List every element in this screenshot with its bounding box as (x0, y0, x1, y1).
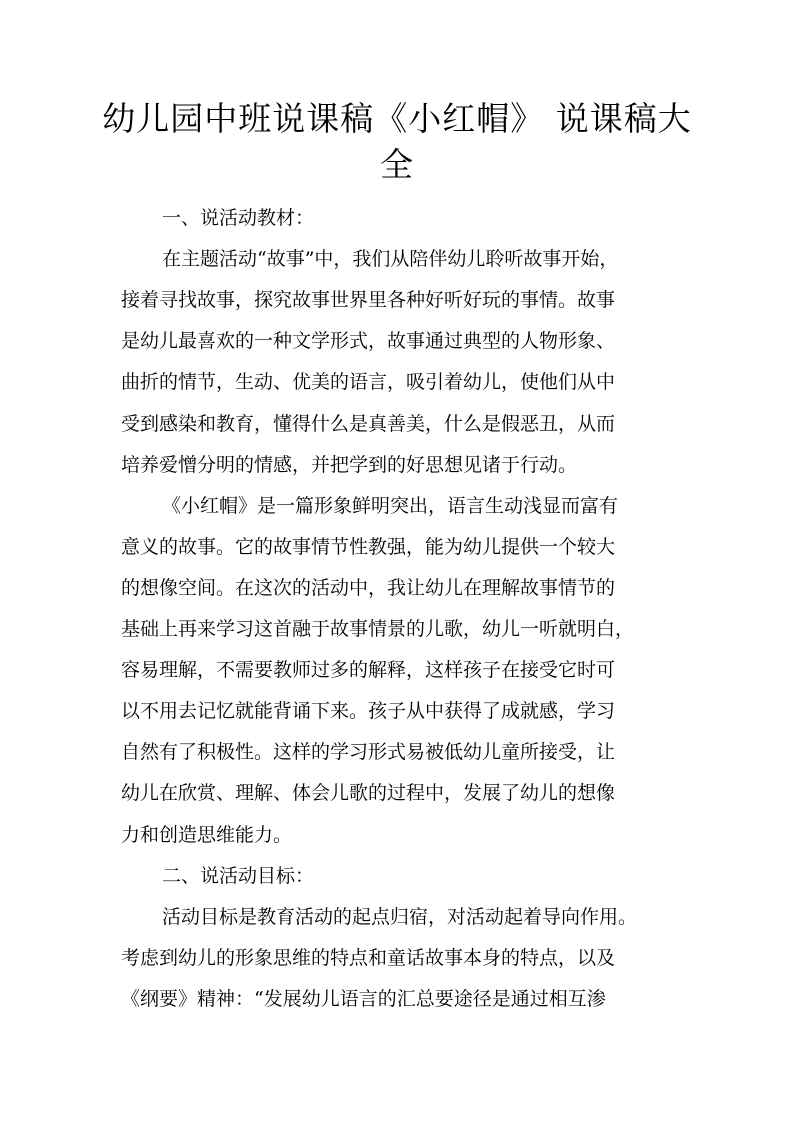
body-line: 是幼儿最喜欢的一种文学形式，故事通过典型的人物形象、 (121, 330, 616, 352)
body-line: 活动目标是教育活动的起点归宿，对活动起着导向作用。 (162, 906, 638, 928)
body-line: 幼儿在欣赏、理解、体会儿歌的过程中，发展了幼儿的想像 (121, 782, 616, 804)
title-line-1: 幼儿园中班说课稿《小红帽》 说课稿大 (102, 99, 692, 138)
title-line-2: 全 (380, 145, 414, 184)
body-line: 曲折的情节，生动、优美的语言，吸引着幼儿，使他们从中 (121, 371, 616, 393)
body-line: 《小红帽》是一篇形象鲜明突出，语言生动浅显而富有 (162, 495, 619, 517)
document-title (90, 96, 704, 188)
body-line: 受到感染和教育，懂得什么是真善美，什么是假恶丑，从而 (121, 413, 616, 435)
body-line: 二、说活动目标： (162, 865, 315, 887)
body-line: 接着寻找故事，探究故事世界里各种好听好玩的事情。故事 (121, 289, 616, 311)
body-line: 一、说活动教材： (162, 207, 315, 229)
body-line: 容易理解，不需要教师过多的解释，这样孩子在接受它时可 (121, 659, 616, 681)
body-line: 《纲要》精神：“发展幼儿语言的汇总要途径是通过相互渗 (121, 988, 606, 1010)
body-line: 的想像空间。在这次的活动中，我让幼儿在理解故事情节的 (121, 577, 616, 599)
body-line: 意义的故事。它的故事情节性教强，能为幼儿提供一个较大 (121, 536, 616, 558)
body-line: 基础上再来学习这首融于故事情景的儿歌，幼儿一听就明白， (121, 618, 635, 640)
body-line: 自然有了积极性。这样的学习形式易被低幼儿童所接受，让 (121, 741, 616, 763)
body-line: 以不用去记忆就能背诵下来。孩子从中获得了成就感，学习 (121, 700, 616, 722)
body-line: 力和创造思维能力。 (121, 824, 293, 846)
body-line: 培养爱憎分明的情感，并把学到的好思想见诸于行动。 (121, 454, 578, 476)
body-line: 考虑到幼儿的形象思维的特点和童话故事本身的特点，以及 (121, 947, 616, 969)
body-line: 在主题活动“故事”中，我们从陪伴幼儿聆听故事开始， (162, 248, 619, 270)
